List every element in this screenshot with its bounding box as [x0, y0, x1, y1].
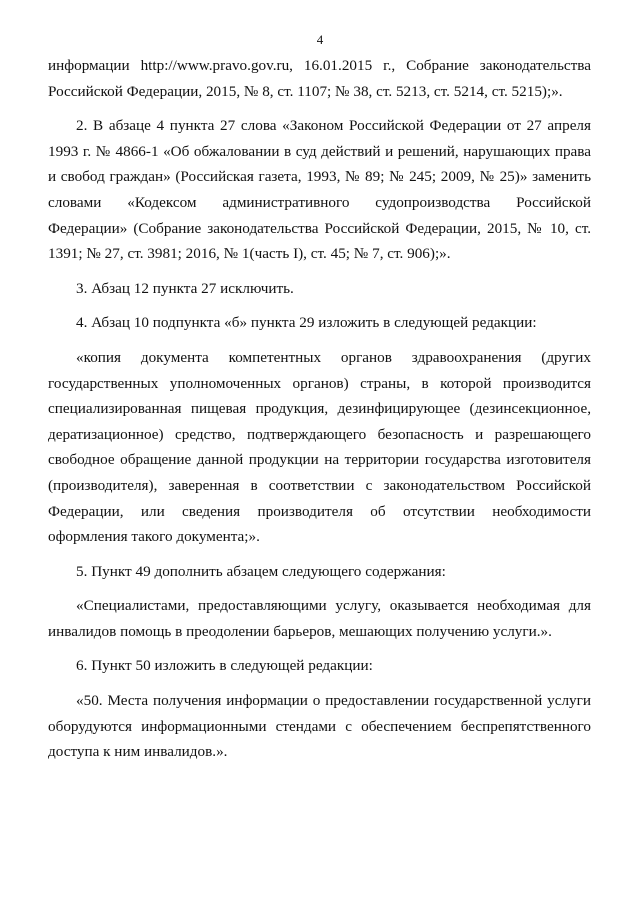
text-line: Федерации, или сведения производителя об отсутствии необходимости	[48, 502, 591, 520]
text-line: 3. Абзац 12 пункта 27 исключить.	[76, 279, 294, 297]
text-line: «Специалистами, предоставляющими услугу, оказывается необходимая для	[76, 597, 591, 615]
paragraph-item-2	[48, 113, 591, 267]
paragraph-item-5	[48, 559, 591, 585]
text-line: «копия документа компетентных органов здравоохранения (других	[76, 348, 591, 366]
text-line: оформления такого документа;».	[48, 528, 260, 546]
text-line: 1391; № 27, ст. 3981; 2016, № 1(часть I), ст. 45; № 7, ст. 906);».	[48, 245, 451, 263]
document-body	[48, 53, 591, 765]
text-line: «50. Места получения информации о предоставлении государственной услуги	[76, 692, 591, 710]
paragraph-item-4	[48, 310, 591, 336]
text-line: и свобод граждан» (Российская газета, 1993, № 89; № 245; 2009, № 25)» заменить	[48, 168, 591, 186]
text-line: Российской Федерации, 2015, № 8, ст. 1107; № 38, ст. 5213, ст. 5214, ст. 5215);».	[48, 82, 563, 100]
text-line: (производителя), заверенная в соответствии с законодательством Российской	[48, 476, 591, 494]
text-line: инвалидов помощь в преодолении барьеров, мешающих получению услуги.».	[48, 622, 552, 640]
text-line: 1993 г. № 4866-1 «Об обжаловании в суд действий и решений, нарушающих права	[48, 142, 591, 160]
paragraph-continuation	[48, 53, 591, 104]
text-line: 5. Пункт 49 дополнить абзацем следующего содержания:	[76, 562, 446, 580]
text-line: 6. Пункт 50 изложить в следующей редакции:	[76, 657, 373, 675]
text-line: 2. В абзаце 4 пункта 27 слова «Законом Российской Федерации от 27 апреля	[76, 117, 591, 135]
paragraph-quote-6	[48, 688, 591, 765]
text-line: оборудуются информационными стендами с обеспечением беспрепятственного	[48, 717, 591, 735]
text-line: государственных уполномоченных органов) страны, в которой производится	[48, 374, 591, 392]
text-line: дератизационное) средство, подтверждающего безопасность и разрешающего	[48, 425, 591, 443]
text-line: специализированная пищевая продукция, дезинфицирующее (дезинсекционное,	[48, 400, 591, 418]
text-line: свободное обращение данной продукции на территории государства изготовителя	[48, 451, 591, 469]
paragraph-quote-5	[48, 593, 591, 644]
text-line: доступа к ним инвалидов.».	[48, 743, 228, 761]
text-line: информации http://www.pravo.gov.ru, 16.01.2015 г., Собрание законодательства	[48, 57, 591, 74]
text-line: 4. Абзац 10 подпункта «б» пункта 29 изложить в следующей редакции:	[76, 314, 537, 332]
text-line: Федерации» (Собрание законодательства Российской Федерации, 2015, № 10, ст.	[48, 219, 591, 237]
paragraph-item-3	[48, 276, 591, 302]
text-line: словами «Кодексом административного судопроизводства Российской	[48, 193, 591, 211]
paragraph-quote-4	[48, 345, 591, 550]
page-number: 4	[316, 32, 324, 47]
paragraph-item-6	[48, 653, 591, 679]
